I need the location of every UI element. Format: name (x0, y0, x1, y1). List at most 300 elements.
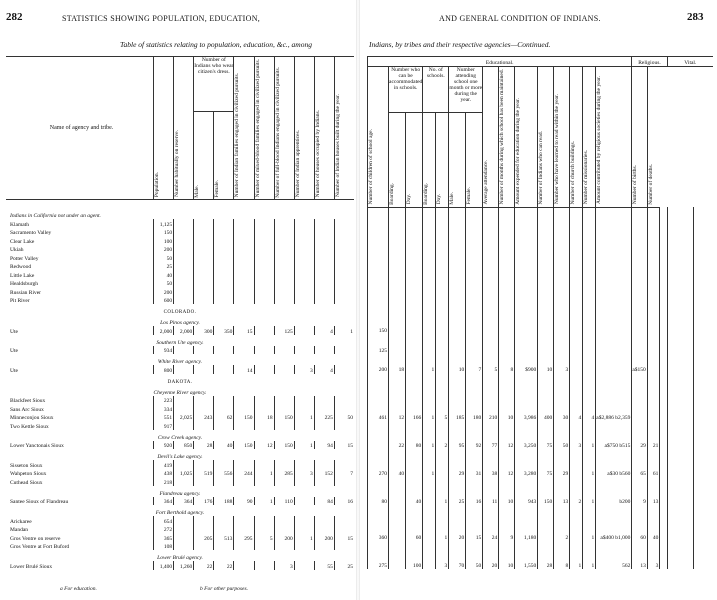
empty-cell (583, 334, 596, 345)
cell-edu-4 (436, 345, 449, 354)
cell-edu-19 (693, 261, 713, 270)
cell-res (174, 262, 194, 271)
cell-edu-19 (693, 395, 713, 404)
cell-edu-10 (538, 421, 554, 430)
header-male: Male. (194, 184, 201, 198)
cell-edu-18 (667, 295, 693, 304)
empty-cell (515, 485, 538, 496)
cell-edu-9 (515, 326, 538, 335)
empty-cell (538, 384, 554, 395)
cell-edu-11 (554, 270, 570, 279)
header-deaths: Number of deaths. (647, 163, 654, 205)
cell-edu-9 (515, 395, 538, 404)
cell-ho (314, 460, 334, 469)
cell-edu-14 (596, 287, 632, 296)
cell-app (294, 525, 314, 534)
cell-edu-0 (368, 440, 389, 449)
cell-pop: 600 (154, 296, 174, 305)
empty-cell (499, 373, 515, 384)
empty-cell (632, 354, 647, 365)
empty-cell (538, 334, 554, 345)
cell-edu-2 (406, 395, 423, 404)
empty-cell (389, 384, 406, 395)
cell-edu-2 (406, 261, 423, 270)
cell-edu-6 (466, 244, 483, 253)
header-att-male: Male. (449, 191, 456, 205)
cell-edu-6 (466, 404, 483, 413)
cell-edu-17 (660, 541, 667, 550)
empty-cell (515, 334, 538, 345)
table-row (6, 245, 354, 254)
cell-edu-16 (647, 421, 660, 430)
empty-cell (667, 505, 693, 516)
empty-cell (466, 315, 483, 326)
cell-edu-6: 92 (466, 440, 483, 449)
cell-ho: 94 (314, 441, 334, 450)
cell-m (194, 525, 214, 534)
cell-edu-9: 3,250 (515, 440, 538, 449)
cell-edu-19 (693, 236, 713, 245)
cell-edu-1 (389, 227, 406, 236)
empty-cell (406, 505, 423, 516)
cell-pop: 800 (154, 365, 174, 374)
empty-cell (423, 334, 436, 345)
cell-edu-0 (368, 516, 389, 525)
cell-edu-8 (499, 477, 515, 486)
empty-cell (632, 449, 647, 460)
cell-app: 3 (294, 469, 314, 478)
cell-edu-13 (583, 219, 596, 228)
empty-cell (436, 207, 449, 219)
cell-edu-19 (693, 326, 713, 335)
cell-hb: 1 (334, 326, 354, 335)
cell-edu-12 (570, 421, 583, 430)
left-running-head: STATISTICS SHOWING POPULATION, EDUCATION, (62, 14, 261, 23)
cell-app (294, 346, 314, 355)
cell-edu-19 (693, 460, 713, 469)
cell-edu-6 (466, 270, 483, 279)
cell-edu-6 (466, 477, 483, 486)
empty-cell (538, 449, 554, 460)
cell-ho (314, 421, 334, 430)
cell-edu-8 (499, 287, 515, 296)
cell-edu-8: 10 (499, 496, 515, 505)
agency-heading: Fort Berthold agency. (155, 510, 205, 517)
cell-edu-3 (423, 244, 436, 253)
cell-edu-10 (538, 244, 554, 253)
cell-edu-12 (570, 516, 583, 525)
cell-m (194, 296, 214, 305)
cell-edu-16 (647, 236, 660, 245)
cell-edu-8: 10 (499, 561, 515, 570)
empty-cell (667, 550, 693, 561)
cell-edu-0: 275 (368, 561, 389, 570)
cell-pop: 365 (154, 533, 174, 542)
cell-f (214, 228, 234, 237)
empty-cell (499, 354, 515, 365)
cell-edu-2 (406, 253, 423, 262)
cell-edu-18 (667, 345, 693, 354)
cell-app (294, 287, 314, 296)
tribe-name: Wahpeton Sioux (10, 471, 47, 478)
cell-f (214, 245, 234, 254)
empty-cell (449, 449, 466, 460)
tribe-name: Lower Yanctonais Sioux (10, 443, 64, 450)
cell-fb (274, 262, 294, 271)
cell-edu-1: 18 (389, 365, 406, 374)
cell-edu-3 (423, 404, 436, 413)
cell-edu-14 (596, 278, 632, 287)
cell-ho (314, 287, 334, 296)
cell-edu-3 (423, 278, 436, 287)
cell-hb (334, 253, 354, 262)
left-table-body (6, 200, 354, 570)
cell-res (174, 460, 194, 469)
cell-edu-14 (596, 404, 632, 413)
cell-m (194, 396, 214, 405)
cell-edu-2: 60 (406, 533, 423, 542)
cell-edu-2 (406, 345, 423, 354)
table-row (368, 227, 714, 236)
cell-fam: 295 (234, 533, 254, 542)
table-row (368, 261, 714, 270)
cell-edu-14 (596, 270, 632, 279)
cell-edu-9 (515, 287, 538, 296)
cell-edu-4 (436, 270, 449, 279)
cell-edu-1 (389, 326, 406, 335)
cell-edu-2 (406, 524, 423, 533)
empty-cell (583, 505, 596, 516)
empty-cell (449, 334, 466, 345)
cell-edu-14 (596, 236, 632, 245)
empty-cell (483, 429, 499, 440)
cell-f (214, 270, 234, 279)
cell-edu-18 (667, 496, 693, 505)
table-row (368, 533, 714, 542)
cell-edu-4 (436, 287, 449, 296)
cell-edu-7: 11 (483, 496, 499, 505)
table-row (368, 404, 714, 413)
cell-edu-10: 28 (538, 561, 554, 570)
empty-cell (483, 354, 499, 365)
cell-edu-15: 9 (632, 496, 647, 505)
empty-cell (693, 354, 713, 365)
cell-edu-0 (368, 541, 389, 550)
cell-edu-10 (538, 236, 554, 245)
cell-edu-13 (583, 404, 596, 413)
cell-edu-15 (632, 270, 647, 279)
cell-pop: 654 (154, 516, 174, 525)
cell-pop: 25 (154, 262, 174, 271)
cell-fam (234, 516, 254, 525)
cell-fam: 150 (234, 441, 254, 450)
empty-cell (632, 550, 647, 561)
table-row (6, 421, 354, 430)
cell-edu-4 (436, 404, 449, 413)
empty-cell (483, 384, 499, 395)
cell-edu-4 (436, 253, 449, 262)
cell-edu-0 (368, 287, 389, 296)
cell-edu-4 (436, 365, 449, 374)
cell-edu-17 (660, 365, 667, 374)
cell-edu-8 (499, 460, 515, 469)
cell-fam (234, 561, 254, 570)
cell-fb (274, 253, 294, 262)
cell-edu-9 (515, 278, 538, 287)
cell-edu-8 (499, 516, 515, 525)
cell-edu-11 (554, 516, 570, 525)
cell-m (194, 279, 214, 288)
cell-edu-13 (583, 460, 596, 469)
cell-edu-7 (483, 253, 499, 262)
cell-m (194, 365, 214, 374)
cell-fam (234, 287, 254, 296)
cell-edu-14 (596, 219, 632, 228)
cell-edu-11 (554, 460, 570, 469)
cell-edu-17 (660, 295, 667, 304)
cell-app (294, 253, 314, 262)
cell-res (174, 219, 194, 228)
cell-res (174, 287, 194, 296)
cell-hb (334, 525, 354, 534)
cell-edu-0 (368, 261, 389, 270)
cell-edu-13 (583, 244, 596, 253)
cell-edu-1 (389, 219, 406, 228)
cell-edu-3 (423, 287, 436, 296)
empty-cell (570, 429, 583, 440)
cell-edu-3 (423, 516, 436, 525)
cell-fam (234, 477, 254, 486)
cell-edu-12 (570, 460, 583, 469)
cell-hb (334, 365, 354, 374)
cell-edu-0 (368, 278, 389, 287)
cell-edu-0: 200 (368, 365, 389, 374)
cell-mix (254, 287, 274, 296)
cell-edu-18 (667, 261, 693, 270)
cell-app (294, 219, 314, 228)
cell-edu-12 (570, 365, 583, 374)
cell-edu-11 (554, 295, 570, 304)
cell-edu-16 (647, 395, 660, 404)
cell-mix (254, 477, 274, 486)
empty-cell (596, 354, 632, 365)
cell-edu-13: 1 (583, 440, 596, 449)
cell-res: 2,025 (174, 413, 194, 422)
cell-edu-8: 8 (499, 365, 515, 374)
cell-edu-2 (406, 278, 423, 287)
cell-edu-18 (667, 421, 693, 430)
cell-edu-11 (554, 477, 570, 486)
empty-cell (538, 304, 554, 315)
cell-ho (314, 236, 334, 245)
cell-edu-4 (436, 460, 449, 469)
cell-pop: 364 (154, 497, 174, 506)
empty-cell (368, 373, 389, 384)
empty-cell (368, 505, 389, 516)
state-heading: DAKOTA. (167, 379, 193, 385)
cell-edu-16 (647, 278, 660, 287)
cell-mix (254, 396, 274, 405)
cell-edu-4 (436, 516, 449, 525)
empty-cell (436, 485, 449, 496)
cell-edu-5 (449, 524, 466, 533)
cell-edu-15 (632, 460, 647, 469)
cell-m (194, 270, 214, 279)
cell-app: 3 (294, 365, 314, 374)
cell-edu-0 (368, 253, 389, 262)
empty-cell (499, 505, 515, 516)
cell-edu-19 (693, 253, 713, 262)
empty-cell (570, 485, 583, 496)
empty-cell (660, 315, 667, 326)
cell-edu-1: 12 (389, 412, 406, 421)
cell-mix (254, 346, 274, 355)
cell-edu-9: 943 (515, 496, 538, 505)
cell-edu-14 (596, 477, 632, 486)
cell-res (174, 236, 194, 245)
cell-edu-4 (436, 244, 449, 253)
cell-ho (314, 346, 334, 355)
cell-ho (314, 396, 334, 405)
cell-edu-19 (693, 421, 713, 430)
cell-edu-14 (596, 365, 632, 374)
cell-edu-17 (660, 533, 667, 542)
cell-res: 364 (174, 497, 194, 506)
cell-fb: 150 (274, 441, 294, 450)
cell-edu-6: 15 (466, 533, 483, 542)
cell-edu-1: 40 (389, 468, 406, 477)
cell-edu-19 (693, 219, 713, 228)
cell-edu-16 (647, 345, 660, 354)
cell-edu-3 (423, 524, 436, 533)
tribe-name: Little Lake (10, 272, 35, 279)
cell-edu-16: 13 (647, 496, 660, 505)
cell-m: 22 (194, 561, 214, 570)
empty-cell (368, 304, 389, 315)
header-months: Number of months during which school has been maintained. (499, 69, 506, 205)
cell-f: 62 (214, 413, 234, 422)
empty-cell (449, 384, 466, 395)
empty-cell (583, 373, 596, 384)
cell-edu-0 (368, 227, 389, 236)
header-name: Name of agency and tribe. (6, 57, 154, 200)
tribe-name: Santee Sioux of Flandreau (10, 499, 69, 506)
cell-edu-5: 185 (449, 412, 466, 421)
cell-edu-15 (632, 253, 647, 262)
cell-ho: 152 (314, 469, 334, 478)
empty-cell (389, 315, 406, 326)
empty-cell (632, 384, 647, 395)
cell-edu-4 (436, 541, 449, 550)
cell-edu-15: 65 (632, 468, 647, 477)
cell-edu-14 (596, 244, 632, 253)
empty-cell (538, 373, 554, 384)
tribe-name: Minneconjou Sioux (10, 415, 54, 422)
cell-hb: 50 (334, 413, 354, 422)
cell-res (174, 296, 194, 305)
cell-mix (254, 365, 274, 374)
cell-edu-9: 1,180 (515, 533, 538, 542)
cell-edu-14 (596, 460, 632, 469)
cell-edu-10 (538, 326, 554, 335)
empty-cell (693, 304, 713, 315)
cell-edu-12: 3 (570, 440, 583, 449)
tribe-name: Potter Valley (10, 255, 39, 262)
table-row (368, 541, 714, 550)
cell-edu-10 (538, 533, 554, 542)
cell-edu-19 (693, 468, 713, 477)
empty-cell (368, 334, 389, 345)
empty-cell (660, 304, 667, 315)
cell-edu-16 (647, 253, 660, 262)
table-row (368, 236, 714, 245)
cell-edu-14 (596, 295, 632, 304)
cell-edu-19 (693, 365, 713, 374)
tribe-name: Russian River (10, 289, 42, 296)
table-row (368, 219, 714, 228)
cell-edu-8 (499, 227, 515, 236)
table-row (6, 346, 354, 355)
cell-edu-0: 360 (368, 533, 389, 542)
header-citizen-dress: Number of Indians who wear citizen's dress. (194, 57, 234, 112)
cell-edu-13 (583, 227, 596, 236)
cell-edu-0 (368, 404, 389, 413)
cell-edu-14 (596, 524, 632, 533)
table-row (368, 278, 714, 287)
tribe-name: Pit River (10, 298, 30, 305)
cell-pop: 920 (154, 441, 174, 450)
cell-fam (234, 253, 254, 262)
cell-hb: 7 (334, 469, 354, 478)
empty-cell (368, 315, 389, 326)
cell-edu-15 (632, 236, 647, 245)
cell-f (214, 404, 234, 413)
cell-pop: 100 (154, 236, 174, 245)
cell-hb (334, 287, 354, 296)
cell-edu-2 (406, 421, 423, 430)
cell-edu-4 (436, 468, 449, 477)
cell-edu-17 (660, 440, 667, 449)
cell-edu-13 (583, 541, 596, 550)
cell-edu-9 (515, 477, 538, 486)
cell-edu-19 (693, 278, 713, 287)
cell-mix (254, 542, 274, 551)
cell-res (174, 365, 194, 374)
empty-cell (667, 373, 693, 384)
header-children-school-age: Number of children of school age. (368, 129, 374, 205)
cell-res: 1,025 (174, 469, 194, 478)
cell-edu-2 (406, 404, 423, 413)
cell-edu-11 (554, 244, 570, 253)
empty-cell (483, 373, 499, 384)
cell-m (194, 542, 214, 551)
cell-mix (254, 296, 274, 305)
cell-edu-8 (499, 326, 515, 335)
table-row (6, 441, 354, 450)
header-population: Population. (154, 172, 161, 198)
left-statistics-table (6, 56, 354, 570)
cell-edu-13 (583, 236, 596, 245)
cell-ho: 4 (314, 365, 334, 374)
left-page-number: 282 (6, 11, 23, 23)
cell-fam (234, 245, 254, 254)
cell-edu-3: 1 (423, 440, 436, 449)
cell-mix: 1 (254, 469, 274, 478)
table-row (6, 525, 354, 534)
cell-app (294, 421, 314, 430)
cell-edu-5: 25 (449, 496, 466, 505)
cell-edu-12 (570, 404, 583, 413)
